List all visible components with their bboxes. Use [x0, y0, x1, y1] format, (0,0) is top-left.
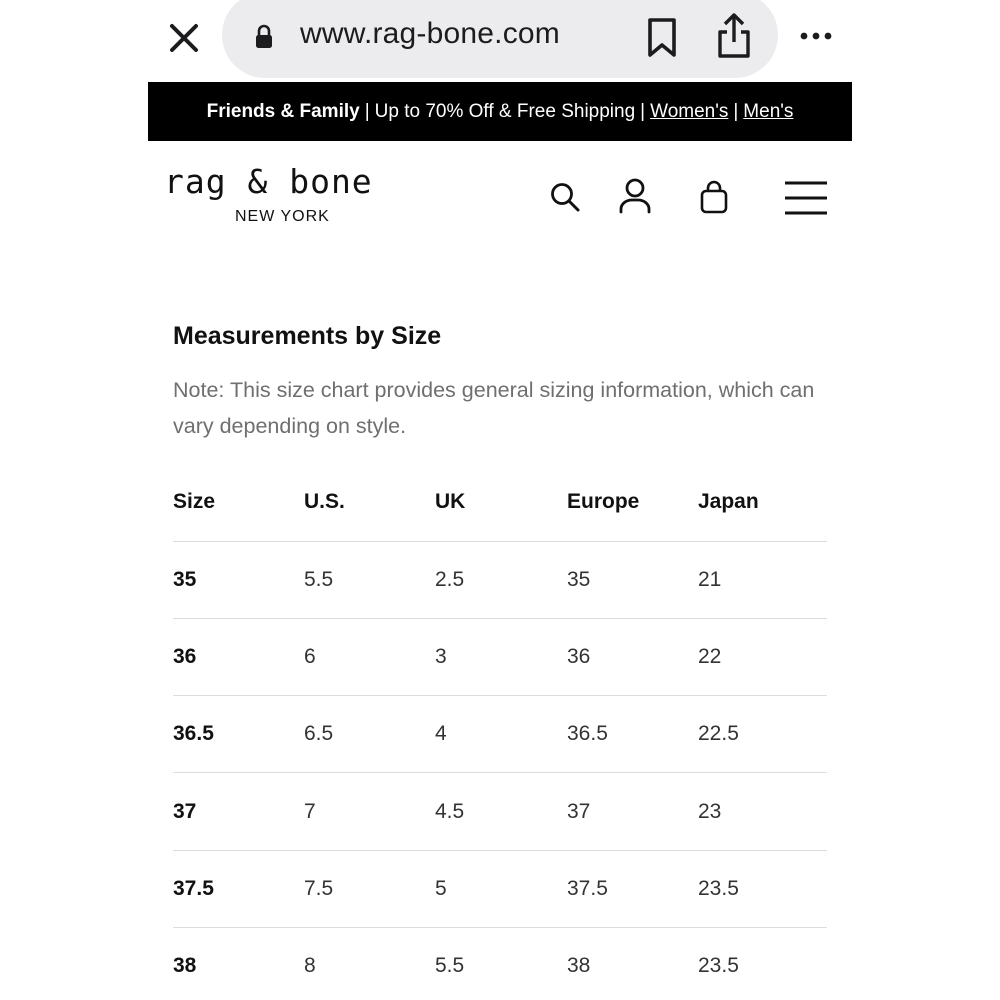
europe-cell: 38: [567, 927, 698, 1000]
promo-separator: |: [640, 100, 646, 122]
europe-cell: 36.5: [567, 696, 698, 773]
url-text[interactable]: www.rag-bone.com: [300, 17, 560, 50]
bag-button[interactable]: [696, 178, 732, 216]
size-cell: 37.5: [173, 850, 304, 927]
size-cell: 37: [173, 773, 304, 850]
bag-icon: [696, 178, 732, 216]
mens-link[interactable]: Men's: [743, 100, 794, 122]
share-button[interactable]: [714, 12, 754, 60]
table-row: [173, 927, 827, 1000]
search-button[interactable]: [548, 180, 582, 214]
table-row: [173, 618, 827, 695]
table-row: [173, 773, 827, 850]
size-chart-note: Note: This size chart provides general sizing information, which can vary depending on style.: [173, 378, 815, 438]
japan-cell: 23: [698, 773, 827, 850]
womens-link[interactable]: Women's: [650, 100, 729, 122]
europe-cell: 36: [567, 618, 698, 695]
size-cell: 36.5: [173, 696, 304, 773]
section-title: Measurements by Size: [173, 322, 442, 350]
bookmark-icon: [644, 17, 680, 59]
column-header-japan: Japan: [698, 463, 827, 541]
browser-toolbar: [0, 0, 1000, 82]
logo-wordmark: rag & bone: [164, 162, 373, 201]
promo-offer: Up to 70% Off & Free Shipping: [374, 100, 636, 122]
japan-cell: 22.5: [698, 696, 827, 773]
promo-separator: |: [364, 100, 370, 122]
europe-cell: 37: [567, 773, 698, 850]
column-header-size: Size: [173, 463, 304, 541]
size-cell: 35: [173, 541, 304, 618]
us-cell: 6.5: [304, 696, 435, 773]
table-row: [173, 850, 827, 927]
column-header-uk: UK: [435, 463, 567, 541]
size-cell: 38: [173, 927, 304, 1000]
uk-cell: 3: [435, 618, 567, 695]
table-row: [173, 541, 827, 618]
more-button[interactable]: [798, 26, 834, 46]
japan-cell: 22: [698, 618, 827, 695]
close-icon: [164, 18, 204, 58]
logo-subtitle: NEW YORK: [235, 208, 330, 225]
europe-cell: 35: [567, 541, 698, 618]
japan-cell: 21: [698, 541, 827, 618]
promo-lead: Friends & Family: [206, 100, 360, 122]
us-cell: 7: [304, 773, 435, 850]
menu-icon: [782, 178, 830, 218]
uk-cell: 5.5: [435, 927, 567, 1000]
column-header-europe: Europe: [567, 463, 698, 541]
promo-banner: [148, 82, 852, 141]
account-button[interactable]: [616, 176, 654, 216]
uk-cell: 5: [435, 850, 567, 927]
size-cell: 36: [173, 618, 304, 695]
lock-icon: [254, 24, 274, 50]
site-logo[interactable]: [164, 162, 414, 230]
column-header-us: U.S.: [304, 463, 435, 541]
account-icon: [616, 176, 654, 216]
size-table: [173, 463, 827, 1000]
more-icon: [798, 26, 834, 46]
japan-cell: 23.5: [698, 927, 827, 1000]
menu-button[interactable]: [782, 178, 830, 218]
japan-cell: 23.5: [698, 850, 827, 927]
uk-cell: 4: [435, 696, 567, 773]
europe-cell: 37.5: [567, 850, 698, 927]
us-cell: 8: [304, 927, 435, 1000]
table-row: [173, 696, 827, 773]
table-header-row: [173, 463, 827, 541]
bookmark-button[interactable]: [644, 17, 680, 59]
us-cell: 5.5: [304, 541, 435, 618]
us-cell: 7.5: [304, 850, 435, 927]
uk-cell: 2.5: [435, 541, 567, 618]
uk-cell: 4.5: [435, 773, 567, 850]
share-icon: [714, 12, 754, 60]
search-icon: [548, 180, 582, 214]
us-cell: 6: [304, 618, 435, 695]
promo-separator: |: [733, 100, 739, 122]
close-button[interactable]: [164, 18, 204, 58]
